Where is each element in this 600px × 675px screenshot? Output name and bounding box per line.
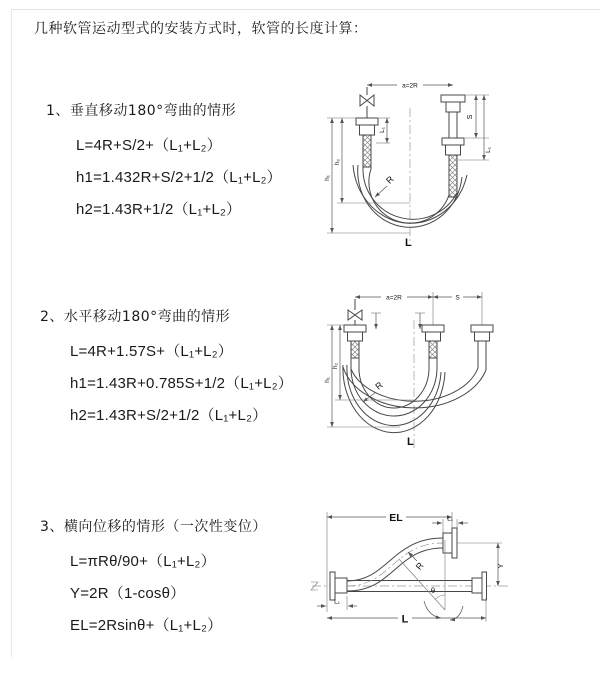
dim-label-el: EL (389, 512, 403, 524)
hose-arcs-position1 (343, 358, 445, 433)
dim-l1-top (432, 516, 468, 534)
valve-icon (360, 87, 374, 118)
dim-top-a2r (367, 80, 453, 90)
dim-label-h1: h₁ (324, 377, 331, 383)
length-label: L (401, 613, 409, 626)
radius-label: R (384, 174, 396, 186)
dim-label-y: Y (496, 563, 505, 569)
dim-label-h2: h₂ (332, 362, 339, 370)
dim-el (327, 512, 452, 528)
scan-edge-top (11, 9, 600, 10)
dim-label-a2r: a=2R (402, 82, 418, 90)
dim-label-l1-right: L₁ (485, 147, 492, 153)
radius-label: R (413, 560, 426, 572)
dim-label-l1-bottom: L₁ (334, 598, 340, 606)
flange-left (330, 572, 347, 600)
section-3 (40, 516, 267, 642)
diagram-vertical-bend-180 (310, 70, 600, 260)
hose-curved (347, 528, 457, 591)
section-1-heading: 1、垂直移动180°弯曲的情形 (46, 103, 237, 119)
flange-middle (422, 325, 444, 358)
formula-L-1: L=4R+S/2+（L₁+L₂） (76, 137, 222, 154)
hose-arcs-position2 (343, 341, 486, 408)
dim-label-s: S (465, 114, 474, 120)
radius-label: R (373, 379, 385, 392)
scan-edge-left (11, 9, 12, 657)
section-2-heading: 2、水平移动180°弯曲的情形 (40, 309, 231, 325)
formula-h1-1: h1=1.432R+S/2+1/2（L₁+L₂） (76, 169, 282, 186)
section-3-heading: 3、横向位移的情形（一次性变位） (40, 519, 267, 535)
formula-h2-2: h2=1.43R+S/2+1/2（L₁+L₂） (70, 407, 268, 424)
dim-y (496, 543, 505, 586)
section-2 (40, 306, 293, 432)
formula-EL-3: EL=2Rsinθ+（L₁+L₂） (70, 617, 223, 634)
dim-label-h1: h₁ (324, 175, 331, 181)
dim-l-bottom (327, 598, 486, 626)
dims-right (458, 95, 492, 160)
page-title: 几种软管运动型式的安装方式时，软管的长度计算： (34, 21, 368, 37)
dim-l1-bottom (317, 596, 357, 610)
length-label: L (407, 436, 414, 448)
left-fitting (356, 118, 378, 167)
formula-L-3: L=πRθ/90+（L₁+L₂） (70, 553, 216, 570)
dims-top (355, 292, 482, 325)
section-1 (46, 100, 282, 226)
dim-label-l1-top: L₁ (447, 515, 453, 523)
dims-left-h (324, 325, 414, 427)
reference-arrows (371, 313, 425, 329)
formula-h1-2: h1=1.43R+0.785S+1/2（L₁+L₂） (70, 375, 293, 392)
dim-label-l1-left: L₁ (379, 127, 386, 133)
diagram-horizontal-bend-180 (310, 282, 600, 457)
flange-left (344, 325, 366, 358)
formula-h2-1: h2=1.43R+1/2（L₁+L₂） (76, 201, 242, 218)
dim-label-h2: h₂ (334, 158, 341, 166)
dim-label-s: S (455, 294, 460, 302)
dim-label-a2r: a=2R (386, 294, 402, 302)
diagram-lateral-displacement (300, 500, 600, 645)
radius-callout (375, 174, 396, 197)
radius-callout (408, 552, 426, 572)
formula-Y-3: Y=2R（1-cosθ） (70, 585, 186, 602)
length-label: L (405, 237, 412, 249)
valve-icon (348, 299, 362, 325)
formula-L-2: L=4R+1.57S+（L₁+L₂） (70, 343, 233, 360)
flange-right (471, 325, 493, 341)
angle-label: θ (430, 586, 436, 595)
